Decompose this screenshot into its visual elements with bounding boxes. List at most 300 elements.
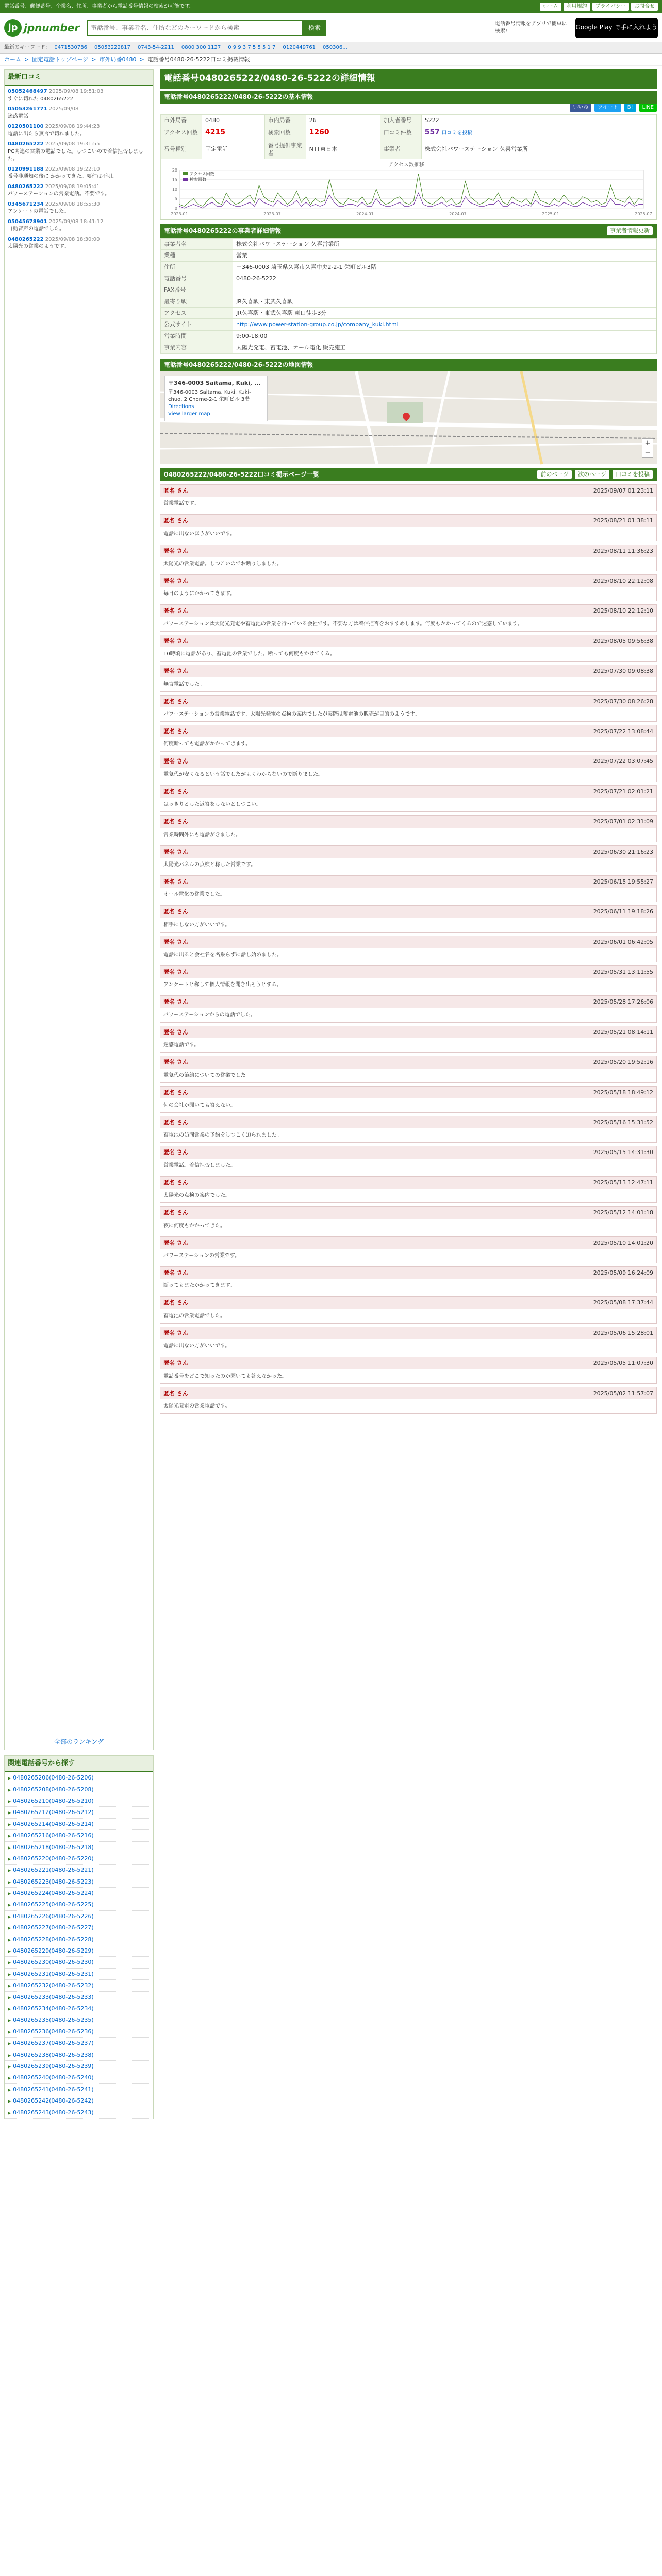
review-body: 営業時間外にも電話がきました。 (160, 828, 656, 842)
reviewer-name: 匿名 さん (163, 637, 188, 645)
info-label: 公式サイト (161, 319, 233, 330)
review-item (160, 875, 657, 902)
access-count: 4215 (202, 126, 265, 140)
reviewer-name: 匿名 さん (163, 517, 188, 524)
info-value[interactable]: http://www.power-station-group.co.jp/company_kuki.html (233, 319, 656, 330)
review-date: 2025/06/30 21:16:23 (593, 848, 653, 855)
review-date: 2025/09/08 19:31:55 (45, 141, 100, 147)
review-item (160, 604, 657, 631)
review-body: 電話に出ない方がいいです。 (160, 1339, 656, 1353)
reviewer-name: 匿名 さん (163, 969, 188, 976)
reviewer-name: 匿名 さん (163, 758, 188, 765)
review-item (160, 725, 657, 752)
review-date: 2025/05/18 18:49:12 (593, 1089, 653, 1096)
reviewer-name: 匿名 さん (163, 487, 188, 494)
business-info-title-text: 電話番号0480265222の事業者詳細情報 (164, 227, 282, 234)
breadcrumb-area[interactable]: 市外局番0480 (99, 56, 137, 63)
reviewer-name: 匿名 さん (163, 1179, 188, 1186)
review-body: 夜に何度もかかってきた。 (160, 1219, 656, 1233)
review-body: 太陽光パネルの点検と称した営業です。 (160, 858, 656, 872)
review-header (160, 846, 656, 858)
review-number-link[interactable]: 0345671234 (8, 201, 44, 207)
related-number-link[interactable]: ▶ 0480265226(0480-26-5226) (5, 1911, 153, 1922)
review-date: 2025/05/10 14:01:20 (593, 1239, 653, 1246)
related-title: 関連電話番号から探す (5, 1756, 153, 1772)
related-number-link[interactable]: ▶ 0480265241(0480-26-5241) (5, 2084, 153, 2095)
info-row (161, 342, 656, 353)
cell-value: 0480 (202, 114, 265, 126)
review-item (160, 845, 657, 872)
review-item (160, 905, 657, 932)
review-header (160, 1327, 656, 1339)
review-header (160, 485, 656, 497)
review-body: 電話に出ると会社名を名乗らずに話し始めました。 (160, 948, 656, 962)
review-text: 電話に出たら無言で切れました。 (8, 131, 85, 137)
review-body: 太陽光の営業電話。しつこいのでお断りしました。 (160, 557, 656, 571)
review-body: アンケートと称して個人情報を聞き出そうとする。 (160, 978, 656, 992)
review-date: 2025/08/21 01:38:11 (593, 517, 653, 524)
related-number-link[interactable]: ▶ 0480265235(0480-26-5235) (5, 2014, 153, 2026)
review-item (160, 1266, 657, 1293)
line-button[interactable]: LINE (639, 104, 657, 112)
review-item (160, 484, 657, 511)
related-number-link[interactable]: ▶ 0480265216(0480-26-5216) (5, 1830, 153, 1841)
related-number-link[interactable]: ▶ 0480265240(0480-26-5240) (5, 2072, 153, 2083)
review-header (160, 1207, 656, 1218)
cell-label: 口コミ件数 (380, 126, 421, 140)
review-body: パワーステーションの営業です。 (160, 1249, 656, 1263)
tweet-button[interactable]: ツイート (594, 104, 621, 112)
review-header (160, 1146, 656, 1158)
info-label: 最寄り駅 (161, 296, 233, 307)
nav-keyword[interactable]: 0800 300 1127 (181, 44, 221, 50)
info-label: 事業者名 (161, 238, 233, 249)
reviewer-name: 匿名 さん (163, 848, 188, 855)
review-date: 2025/08/10 22:12:10 (593, 607, 653, 615)
related-number-link[interactable]: ▶ 0480265208(0480-26-5208) (5, 1784, 153, 1795)
chart-y-tick: 10 (172, 187, 177, 192)
review-number-link[interactable]: 0120501100 (8, 124, 44, 130)
info-value: 9:00-18:00 (233, 330, 656, 342)
review-item (160, 995, 657, 1022)
reviewer-name: 匿名 さん (163, 607, 188, 615)
chart-y-tick: 15 (172, 177, 177, 182)
info-row (161, 284, 656, 296)
nav-keyword[interactable]: 0743-54-2211 (138, 44, 174, 50)
search-button[interactable]: 検索 (303, 20, 326, 36)
review-header (160, 575, 656, 587)
reviewer-name: 匿名 さん (163, 908, 188, 916)
chart-x-tick: 2025-07 (635, 212, 652, 217)
breadcrumb-current: 電話番号0480-26-5222口コミ掲載情報 (147, 56, 250, 63)
review-header (160, 696, 656, 707)
review-body: 電話番号をどこで知ったのか聞いても答えなかった。 (160, 1369, 656, 1383)
info-label: 営業時間 (161, 330, 233, 342)
hatena-button[interactable]: B! (624, 104, 636, 112)
review-text: アンケートの電話でした。 (8, 209, 70, 215)
review-date: 2025/07/30 09:08:38 (593, 668, 653, 675)
info-row (161, 296, 656, 307)
reviewer-name: 匿名 さん (163, 1329, 188, 1336)
logo-mark: jp (4, 19, 22, 37)
top-link-privacy[interactable]: プライバシー (592, 3, 630, 11)
review-body: 蓄電池の営業電話でした。 (160, 1309, 656, 1323)
search-form (87, 20, 326, 36)
chart-x-tick: 2025-01 (542, 212, 559, 217)
map-zoom-controls[interactable]: + − (642, 438, 653, 458)
related-number-link[interactable]: ▶ 0480265212(0480-26-5212) (5, 1807, 153, 1818)
related-number-link[interactable]: ▶ 0480265228(0480-26-5228) (5, 1934, 153, 1945)
review-item (160, 815, 657, 842)
search-input[interactable] (87, 20, 303, 36)
review-header (160, 1387, 656, 1399)
main-content (160, 69, 657, 2124)
nav-keyword[interactable]: 0120449761 (283, 44, 316, 50)
top-link-terms[interactable]: 利用規約 (564, 3, 590, 11)
chart-x-tick: 2024-01 (356, 212, 374, 217)
related-numbers-box (4, 1755, 154, 2119)
page-title: 電話番号0480265222/0480-26-5222の詳細情報 (160, 69, 657, 89)
review-number-link[interactable]: 05052468497 (8, 89, 47, 95)
review-item (160, 1026, 657, 1053)
review-date: 2025/09/08 18:30:00 (45, 236, 100, 242)
review-date: 2025/05/21 08:14:11 (593, 1028, 653, 1036)
share-bar (160, 104, 657, 112)
related-list (5, 1772, 153, 2119)
related-number-link[interactable]: ▶ 0480265236(0480-26-5236) (5, 2026, 153, 2038)
chart-y-tick: 0 (174, 206, 177, 211)
like-button[interactable]: いいね (570, 104, 591, 112)
review-body: 太陽光発電の営業電話です。 (160, 1399, 656, 1413)
breadcrumb-sep: > (139, 56, 144, 63)
more-link[interactable]: 全部のランキング (54, 1738, 104, 1746)
review-body: 電気代の節約についての営業でした。 (160, 1069, 656, 1082)
cell-value: 固定電話 (202, 140, 265, 159)
review-text: すぐに切れた 0480265222 (8, 96, 73, 102)
reviews-list (160, 484, 657, 1414)
review-body: 営業電話。着信拒否しました。 (160, 1159, 656, 1173)
reviews-title: 0480265222/0480-26-5222口コミ掲示ページ一覧 (164, 470, 320, 478)
review-date: 2025/09/08 (48, 106, 79, 112)
related-number-link[interactable]: ▶ 0480265234(0480-26-5234) (5, 2003, 153, 2014)
review-body: 蓄電池の訪問営業の予約をしつこく迫られました。 (160, 1128, 656, 1142)
reviewer-name: 匿名 さん (163, 1299, 188, 1307)
business-info-title (160, 224, 657, 237)
info-label: 住所 (161, 261, 233, 273)
reviewer-name: 匿名 さん (163, 1149, 188, 1156)
review-date: 2025/05/15 14:31:30 (593, 1149, 653, 1156)
chart-x-tick: 2023-01 (171, 212, 188, 217)
reviewer-name: 匿名 さん (163, 878, 188, 885)
info-value: 営業 (233, 250, 656, 261)
reviewer-name: 匿名 さん (163, 727, 188, 735)
review-header (160, 1297, 656, 1309)
latest-reviews-list (5, 86, 153, 1735)
review-body: 無言電話でした。 (160, 677, 656, 691)
review-date: 2025/05/12 14:01:18 (593, 1209, 653, 1216)
review-item (160, 1296, 657, 1323)
related-number-link[interactable]: ▶ 0480265206(0480-26-5206) (5, 1772, 153, 1784)
review-count: 557 (424, 128, 440, 137)
review-date: 2025/06/15 19:55:27 (593, 878, 653, 885)
review-date: 2025/07/01 02:31:09 (593, 818, 653, 825)
map-place: 〒346-0003 Saitama, Kuki, ... (168, 380, 261, 387)
info-value: 0480-26-5222 (233, 273, 656, 284)
review-header (160, 635, 656, 647)
cell-value: 26 (306, 114, 380, 126)
review-item (160, 1327, 657, 1353)
review-text: 迷惑電話 (8, 113, 28, 120)
related-number-link[interactable]: ▶ 0480265230(0480-26-5230) (5, 1957, 153, 1968)
review-text: 番号非通知の後に かかってきた。要件は不明。 (8, 174, 118, 180)
nav-keyword[interactable]: 0471530786 (54, 44, 87, 50)
nav-keyword[interactable]: 0 9 9 3 7 5 5 5 1 7 (228, 44, 276, 50)
review-item (160, 1056, 657, 1082)
info-label: 電話番号 (161, 273, 233, 284)
breadcrumb-sep: > (91, 56, 96, 63)
basic-info-title-text: 電話番号0480265222/0480-26-5222の基本情報 (164, 93, 313, 100)
chart-y-tick: 5 (174, 196, 177, 201)
reviewer-name: 匿名 さん (163, 1389, 188, 1397)
map-larger-link[interactable]: View larger map (168, 411, 210, 417)
related-number-link[interactable]: ▶ 0480265238(0480-26-5238) (5, 2049, 153, 2061)
info-label: 事業内容 (161, 342, 233, 353)
review-date: 2025/05/09 16:24:09 (593, 1269, 653, 1276)
review-header (160, 816, 656, 827)
review-header (160, 1087, 656, 1098)
related-number-link[interactable]: ▶ 0480265224(0480-26-5224) (5, 1888, 153, 1899)
latest-review-entry (8, 106, 150, 121)
reviews-header (160, 468, 657, 481)
related-number-link[interactable]: ▶ 0480265232(0480-26-5232) (5, 1980, 153, 1991)
related-number-link[interactable]: ▶ 0480265242(0480-26-5242) (5, 2095, 153, 2107)
map[interactable] (160, 371, 657, 464)
info-value: JR久喜駅・東武久喜駅 東口徒歩3分 (233, 308, 656, 319)
top-link-contact[interactable]: お問合せ (631, 3, 658, 11)
reviewer-name: 匿名 さん (163, 698, 188, 705)
reviewer-name: 匿名 さん (163, 1269, 188, 1276)
related-number-link[interactable]: ▶ 0480265227(0480-26-5227) (5, 1922, 153, 1934)
related-number-link[interactable]: ▶ 0480265218(0480-26-5218) (5, 1842, 153, 1853)
review-text: PC関連の営業の電話でした。しつこいので着信拒否しました。 (8, 148, 144, 162)
related-number-link[interactable]: ▶ 0480265220(0480-26-5220) (5, 1853, 153, 1865)
info-value: 〒346-0003 埼玉県久喜市久喜中央2-2-1 栄町ビル3階 (233, 261, 656, 273)
sidebar (4, 69, 154, 2124)
cell-label: 加入者番号 (380, 114, 421, 126)
review-header (160, 605, 656, 617)
review-header (160, 876, 656, 888)
breadcrumb-home[interactable]: ホーム (4, 56, 21, 63)
review-body: パワーステーションからの電話でした。 (160, 1008, 656, 1022)
logo-text: jpnumber (24, 21, 80, 34)
review-date: 2025/05/28 17:26:06 (593, 998, 653, 1006)
review-body: 営業電話です。 (160, 497, 656, 511)
related-number-link[interactable]: ▶ 0480265210(0480-26-5210) (5, 1795, 153, 1807)
chart-y-tick: 20 (172, 168, 177, 173)
review-item (160, 665, 657, 691)
review-item (160, 936, 657, 962)
review-item (160, 514, 657, 541)
review-date: 2025/05/06 15:28:01 (593, 1329, 653, 1336)
related-number-link[interactable]: ▶ 0480265239(0480-26-5239) (5, 2061, 153, 2072)
latest-review-entry (8, 141, 150, 163)
review-header (160, 906, 656, 918)
review-number-link[interactable]: 0480265222 (8, 183, 44, 190)
latest-review-entry (8, 166, 150, 181)
review-header (160, 665, 656, 677)
review-item (160, 695, 657, 722)
review-header (160, 1177, 656, 1189)
review-number-link[interactable]: 0480265222 (8, 141, 44, 147)
review-number-link[interactable]: 05045678901 (8, 218, 47, 225)
info-row (161, 261, 656, 273)
breadcrumb-fixed[interactable]: 固定電話トップページ (32, 56, 89, 63)
review-date: 2025/07/22 03:07:45 (593, 758, 653, 765)
prev-page-button[interactable]: 前のページ (537, 470, 572, 479)
review-body: 何の会社か聞いても答えない。 (160, 1098, 656, 1112)
review-header (160, 515, 656, 527)
review-header (160, 1026, 656, 1038)
header (0, 13, 662, 42)
app-banner[interactable]: 電話番号情報をアプリで簡単に検索! (493, 18, 570, 38)
review-item (160, 545, 657, 571)
review-date: 2025/05/02 11:57:07 (593, 1389, 653, 1397)
map-directions-link[interactable]: Directions (168, 403, 194, 410)
next-page-button[interactable]: 次のページ (575, 470, 609, 479)
review-number-link[interactable]: 05053261771 (8, 106, 47, 112)
nav-keyword[interactable]: 050306... (323, 44, 347, 50)
update-info-button[interactable]: 事業者情報更新 (607, 226, 653, 235)
info-value (233, 284, 656, 296)
related-number-link[interactable]: ▶ 0480265214(0480-26-5214) (5, 1819, 153, 1830)
latest-review-entry (8, 236, 150, 251)
top-bar-text: 電話番号、郵便番号、企業名、住所、事業者から電話番号情報の検索が可能です。 (4, 4, 195, 9)
chart-legend-swatch (183, 178, 188, 181)
related-number-link[interactable]: ▶ 0480265237(0480-26-5237) (5, 2038, 153, 2049)
review-date: 2025/06/01 06:42:05 (593, 938, 653, 945)
cell-label: 市外局番 (161, 114, 202, 126)
info-value: 株式会社パワーステーション 久喜営業所 (233, 238, 656, 249)
latest-review-entry (8, 123, 150, 138)
review-text: 太陽光の営業のようです。 (8, 244, 70, 250)
review-body: パワーステーションの営業電話です。太陽光発電の点検の案内でしたが実際は蓄電池の販売が目的のようです。 (160, 707, 656, 721)
latest-review-entry (8, 201, 150, 216)
nav-label: 最新のキーワード: (4, 44, 47, 50)
review-body: 毎日のようにかかってきます。 (160, 587, 656, 601)
chart-x-tick: 2023-07 (263, 212, 281, 217)
latest-review-entry (8, 183, 150, 198)
related-number-link[interactable]: ▶ 0480265233(0480-26-5233) (5, 1992, 153, 2003)
reviewer-name: 匿名 さん (163, 1119, 188, 1126)
review-header (160, 936, 656, 948)
related-number-link[interactable]: ▶ 0480265229(0480-26-5229) (5, 1945, 153, 1957)
review-body: 相手にしない方がいいです。 (160, 918, 656, 932)
review-count-cell (421, 126, 656, 140)
related-number-link[interactable]: ▶ 0480265243(0480-26-5243) (5, 2107, 153, 2119)
reviewer-name: 匿名 さん (163, 1028, 188, 1036)
review-body: 何度断っても電話がかかってきます。 (160, 737, 656, 751)
latest-review-entry (8, 218, 150, 233)
reviewer-name: 匿名 さん (163, 1059, 188, 1066)
review-number-link[interactable]: 0120991188 (8, 166, 44, 172)
review-date: 2025/09/08 19:44:23 (45, 124, 100, 130)
post-review-button[interactable]: 口コミを投稿 (613, 470, 653, 479)
related-number-link[interactable]: ▶ 0480265221(0480-26-5221) (5, 1865, 153, 1876)
site-logo[interactable] (4, 18, 81, 38)
basic-info-table (160, 114, 656, 220)
info-value: 太陽光発電、蓄電池、オール電化 販売施工 (233, 342, 656, 353)
review-body: 断ってもまたかかってきます。 (160, 1279, 656, 1293)
chart-legend-label: アクセス回数 (190, 172, 214, 177)
review-text: 自動音声の電話でした。 (8, 226, 64, 232)
review-header (160, 1357, 656, 1369)
review-date: 2025/06/11 19:18:26 (593, 908, 653, 916)
review-item (160, 965, 657, 992)
chart-legend-label: 検索回数 (190, 177, 206, 182)
review-item (160, 1086, 657, 1113)
review-date: 2025/07/22 13:08:44 (593, 727, 653, 735)
map-address: 〒346-0003 Saitama, Kuki, Kuki-chuo, 2 Chome-2-1 栄町ビル 3階 (168, 389, 251, 402)
reviewer-name: 匿名 さん (163, 998, 188, 1006)
review-item (160, 1387, 657, 1414)
latest-reviews-box (4, 69, 154, 1750)
review-header (160, 755, 656, 767)
review-date: 2025/05/20 19:52:16 (593, 1059, 653, 1066)
chart-x-tick: 2024-07 (449, 212, 467, 217)
nav-keyword[interactable]: 05053222817 (94, 44, 130, 50)
reviewer-name: 匿名 さん (163, 1089, 188, 1096)
review-item (160, 635, 657, 662)
review-body: 電気代が安くなるという話でしたがよくわからないので断りました。 (160, 768, 656, 782)
cell-value: 株式会社パワーステーション 久喜営業所 (421, 140, 656, 159)
review-date: 2025/09/08 19:22:10 (45, 166, 100, 172)
related-number-link[interactable]: ▶ 0480265223(0480-26-5223) (5, 1876, 153, 1888)
info-label: 業種 (161, 250, 233, 261)
review-item (160, 755, 657, 782)
review-header (160, 996, 656, 1008)
basic-info-title (160, 91, 657, 104)
review-body: はっきりとした返答をしないとしつこい。 (160, 798, 656, 811)
related-number-link[interactable]: ▶ 0480265231(0480-26-5231) (5, 1969, 153, 1980)
keyword-nav (0, 42, 662, 54)
info-row (161, 250, 656, 261)
review-date: 2025/05/08 17:37:44 (593, 1299, 653, 1307)
cell-label: 番号提供事業者 (264, 140, 306, 159)
info-row (161, 330, 656, 342)
info-label: FAX番号 (161, 284, 233, 296)
cell-label: 番号種別 (161, 140, 202, 159)
basic-info (160, 114, 657, 221)
info-row (161, 319, 656, 330)
related-number-link[interactable]: ▶ 0480265225(0480-26-5225) (5, 1899, 153, 1910)
review-number-link[interactable]: 0480265222 (8, 236, 44, 242)
access-chart-cell (161, 159, 656, 219)
review-date: 2025/09/08 18:55:30 (45, 201, 100, 207)
review-body: 太陽光の点検の案内でした。 (160, 1189, 656, 1202)
review-date: 2025/08/05 09:56:38 (593, 637, 653, 645)
google-play-badge[interactable]: Google Play で手に入れよう (575, 18, 658, 38)
latest-reviews-title: 最新口コミ (5, 70, 153, 86)
chart-title: アクセス数推移 (388, 162, 424, 168)
review-item (160, 1357, 657, 1383)
review-header (160, 1237, 656, 1249)
review-header (160, 545, 656, 557)
breadcrumb-sep: > (24, 56, 29, 63)
review-item (160, 1146, 657, 1173)
top-link-home[interactable]: ホーム (540, 3, 561, 11)
post-review-link[interactable]: 口コミを投稿 (441, 130, 473, 136)
review-body: 迷惑電話です。 (160, 1038, 656, 1052)
